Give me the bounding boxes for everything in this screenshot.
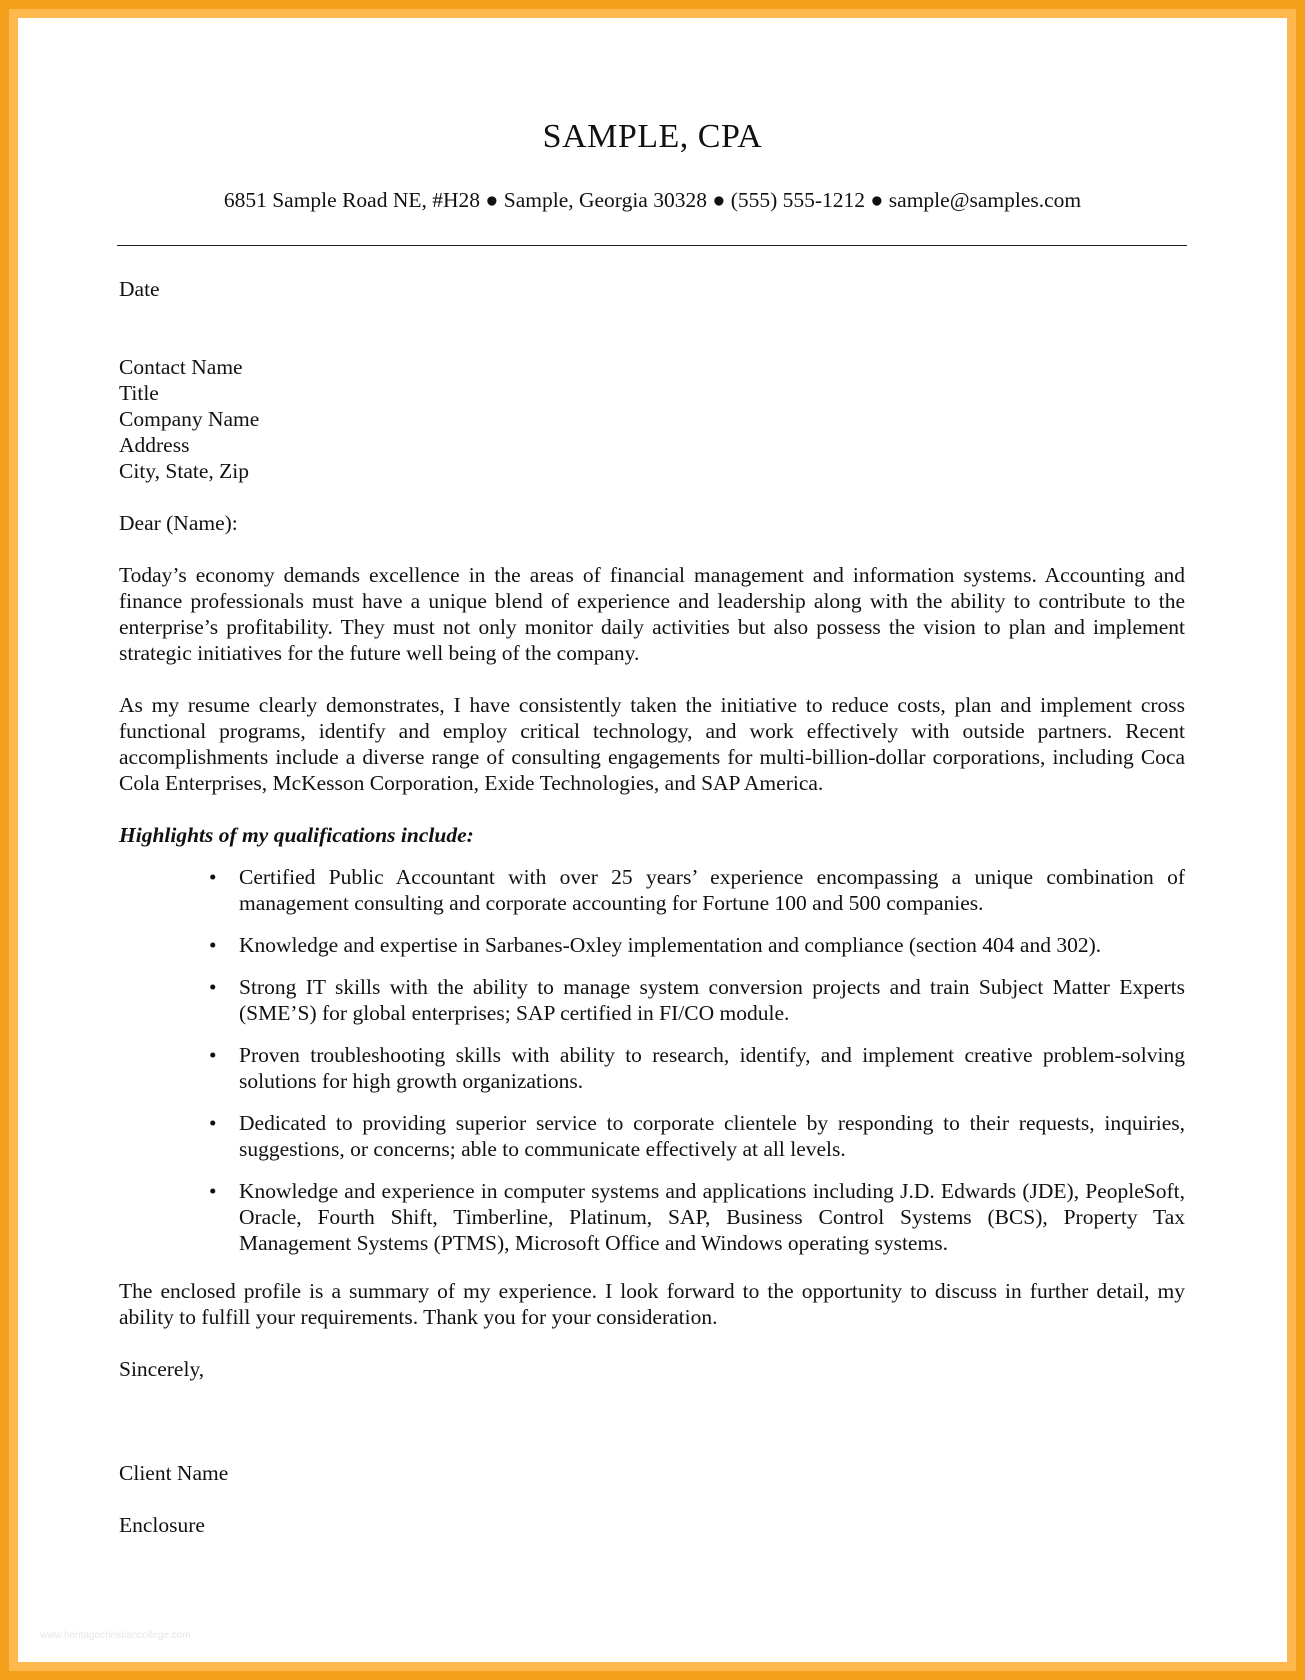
recipient-address: Address bbox=[119, 433, 190, 457]
highlight-item: • Dedicated to providing superior service to corporate clientele by responding to their requests, inquiries, suggestions, or concerns; able to communicate effectively at all levels. bbox=[239, 1110, 1185, 1162]
highlight-item: • Knowledge and experience in computer systems and applications including J.D. Edwards (JDE), PeopleSoft, Oracle, Fourth Shift, Timberline, Platinum, SAP, Business Control Systems (BCS), Property Tax Management Systems (PTMS), Microsoft Office and Windows operating systems. bbox=[239, 1178, 1185, 1256]
recipient-city-state-zip: City, State, Zip bbox=[119, 459, 249, 483]
paragraph-experience: As my resume clearly demonstrates, I have consistently taken the initiative to reduce costs, plan and implement cross functional programs, identify and employ critical technology, and work effectively with outside partners. Recent accomplishments include a diverse range of consulting engagements for multi-billion-dollar corporations, including Coca Cola Enterprises, McKesson Corporation, Exide Technologies, and SAP America. bbox=[119, 693, 1185, 795]
letter-date: Date bbox=[119, 277, 160, 301]
letterhead-name: SAMPLE, CPA bbox=[542, 118, 763, 155]
signer-name: Client Name bbox=[119, 1461, 229, 1485]
highlight-item: • Strong IT skills with the ability to manage system conversion projects and train Subject Matter Experts (SME’S) for global enterprises; SAP certified in FI/CO module. bbox=[239, 974, 1185, 1026]
paragraph-intro: Today’s economy demands excellence in the areas of financial management and information systems. Accounting and finance professionals must have a unique blend of experience and leadership along with the ability to contribute to the enterprise’s profitability. They must not only monitor daily activities but also possess the vision to plan and implement strategic initiatives for the future well being of the company. bbox=[119, 563, 1185, 665]
salutation: Dear (Name): bbox=[119, 511, 238, 535]
sign-off: Sincerely, bbox=[119, 1357, 205, 1381]
letterhead-contact-line: 6851 Sample Road NE, #H28 ● Sample, Georgia 30328 ● (555) 555-1212 ● sample@samples.com bbox=[223, 188, 1082, 212]
header-divider bbox=[117, 245, 1187, 246]
highlight-item: • Proven troubleshooting skills with ability to research, identify, and implement creative problem-solving solutions for high growth organizations. bbox=[239, 1042, 1185, 1094]
closing-paragraph: The enclosed profile is a summary of my experience. I look forward to the opportunity to discuss in further detail, my ability to fulfill your requirements. Thank you for your consideration. bbox=[119, 1279, 1185, 1329]
letter-body bbox=[119, 276, 1185, 1538]
enclosure-note: Enclosure bbox=[119, 1513, 205, 1537]
recipient-company: Company Name bbox=[119, 407, 260, 431]
recipient-title: Title bbox=[119, 381, 159, 405]
recipient-address-block bbox=[119, 354, 1185, 484]
highlights-list bbox=[119, 864, 1185, 1256]
highlight-item: • Knowledge and expertise in Sarbanes-Oxley implementation and compliance (section 404 and 302). bbox=[239, 932, 1185, 958]
recipient-contact-name: Contact Name bbox=[119, 355, 243, 379]
watermark: www.heritagechristiancollege.com bbox=[40, 1630, 191, 1641]
highlight-item: • Certified Public Accountant with over 25 years’ experience encompassing a unique combination of management consulting and corporate accounting for Fortune 100 and 500 companies. bbox=[239, 864, 1185, 916]
highlights-heading: Highlights of my qualifications include: bbox=[119, 823, 474, 847]
